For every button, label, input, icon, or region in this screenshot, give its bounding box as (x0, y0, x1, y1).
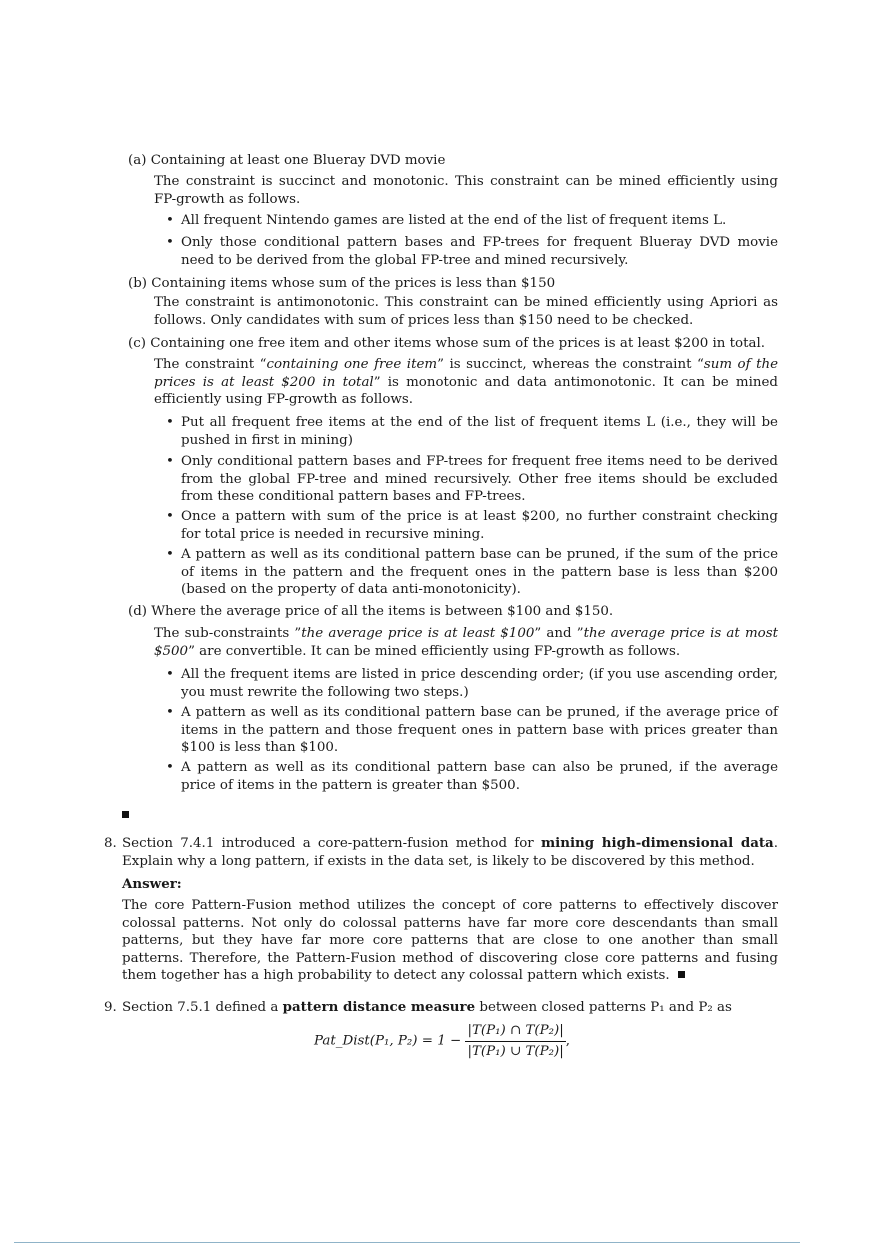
bullet-icon: • (166, 415, 174, 430)
part-a-heading: (a) Containing at least one Blueray DVD movie (128, 153, 446, 168)
part-c-heading: (c) Containing one free item and other items whose sum of the prices is at least $200 in total. (128, 336, 766, 351)
bullet-text: A pattern as well as its conditional pattern base can be pruned, if the sum of the price of items in the pattern and the frequent ones in the pattern base is less than $200 (based on the property of data anti-monotonicity). (181, 547, 778, 597)
formula-denominator: |T(P₁) ∪ T(P₂)| (467, 1043, 564, 1059)
answer-label: Answer: (122, 876, 182, 892)
bullet-text: A pattern as well as its conditional pattern base can also be pruned, if the average price of items in the pattern is greater than $500. (181, 760, 778, 793)
question-9-number: 9. (104, 1000, 117, 1015)
bullet-icon: • (166, 547, 174, 562)
bullet-icon: • (166, 509, 174, 524)
bullet-icon: • (166, 667, 174, 682)
question-8-text: Section 7.4.1 introduced a core-pattern-fusion method for mining high-dimensional data. Explain why a long pattern, if exists in the data set, is likely to be discovered by this method. (122, 835, 779, 869)
bullet-text: Once a pattern with sum of the price is at least $200, no further constraint checking for total price is needed in recursive mining. (181, 509, 778, 542)
qed-icon (678, 971, 685, 978)
part-c-paragraph: The constraint “containing one free item” is succinct, whereas the constraint “sum of the prices is at least $200 in total” is monotonic and data antimonotonic. It can be mined efficiently using FP-growth as follows. (154, 357, 779, 407)
qed-icon (122, 811, 129, 818)
question-9-text: Section 7.5.1 defined a pattern distance measure between closed patterns P₁ and P₂ as (122, 999, 732, 1015)
bullet-text: A pattern as well as its conditional pattern base can be pruned, if the average price of items in the pattern and those frequent ones in pattern base with prices greater than $100 is less than $100. (181, 705, 778, 755)
formula-numerator: |T(P₁) ∩ T(P₂)| (465, 1022, 565, 1042)
bullet-text: Put all frequent free items at the end of the list of frequent items L (i.e., they will be pushed in first in mining) (181, 415, 778, 448)
formula-comma: , (565, 1033, 570, 1049)
bullet-text: Only conditional pattern bases and FP-trees for frequent free items need to be derived from the global FP-tree and mined recursively. Other free items should be excluded from these conditional pattern bases and FP-trees. (181, 454, 778, 504)
question-8-number: 8. (104, 836, 117, 851)
part-a-paragraph: The constraint is succinct and monotonic. This constraint can be mined efficiently using FP-growth as follows. (154, 174, 778, 207)
bullet-icon: • (166, 213, 174, 228)
bullet-text: All frequent Nintendo games are listed at the end of the list of frequent items L. (181, 213, 727, 228)
formula-fraction (465, 1022, 565, 1060)
pattern-distance-formula (314, 1022, 570, 1066)
part-b-heading: (b) Containing items whose sum of the prices is less than $150 (128, 276, 556, 291)
page-bottom-rule (14, 1242, 800, 1243)
formula-lhs: Pat_Dist(P₁, P₂) = 1 − (314, 1033, 462, 1049)
part-b-paragraph: The constraint is antimonotonic. This constraint can be mined efficiently using Apriori as follows. Only candidates with sum of prices less than $150 need to be checked. (154, 295, 778, 328)
part-d-paragraph: The sub-constraints ”the average price is at least $100” and ”the average price is at most $500” are convertible. It can be mined efficiently using FP-growth as follows. (154, 626, 778, 659)
bullet-icon: • (166, 705, 174, 720)
bullet-icon: • (166, 760, 174, 775)
bullet-text: All the frequent items are listed in price descending order; (if you use ascending order, you must rewrite the following two steps.) (181, 667, 778, 700)
bullet-icon: • (166, 454, 174, 469)
bullet-text: Only those conditional pattern bases and FP-trees for frequent Blueray DVD movie need to be derived from the global FP-tree and mined recursively. (181, 235, 778, 268)
question-8-answer: The core Pattern-Fusion method utilizes the concept of core patterns to effectively discover colossal patterns. Not only do colossal patterns have far more core descendants than small patterns, but they have far more core patterns that are close to one another than small patterns. Therefore, the Pattern-Fusion method of discovering close core patterns and fusing them together has a high probability to detect any colossal pattern which exists. (122, 898, 778, 983)
part-d-heading: (d) Where the average price of all the items is between $100 and $150. (128, 604, 614, 619)
bullet-icon: • (166, 235, 174, 250)
